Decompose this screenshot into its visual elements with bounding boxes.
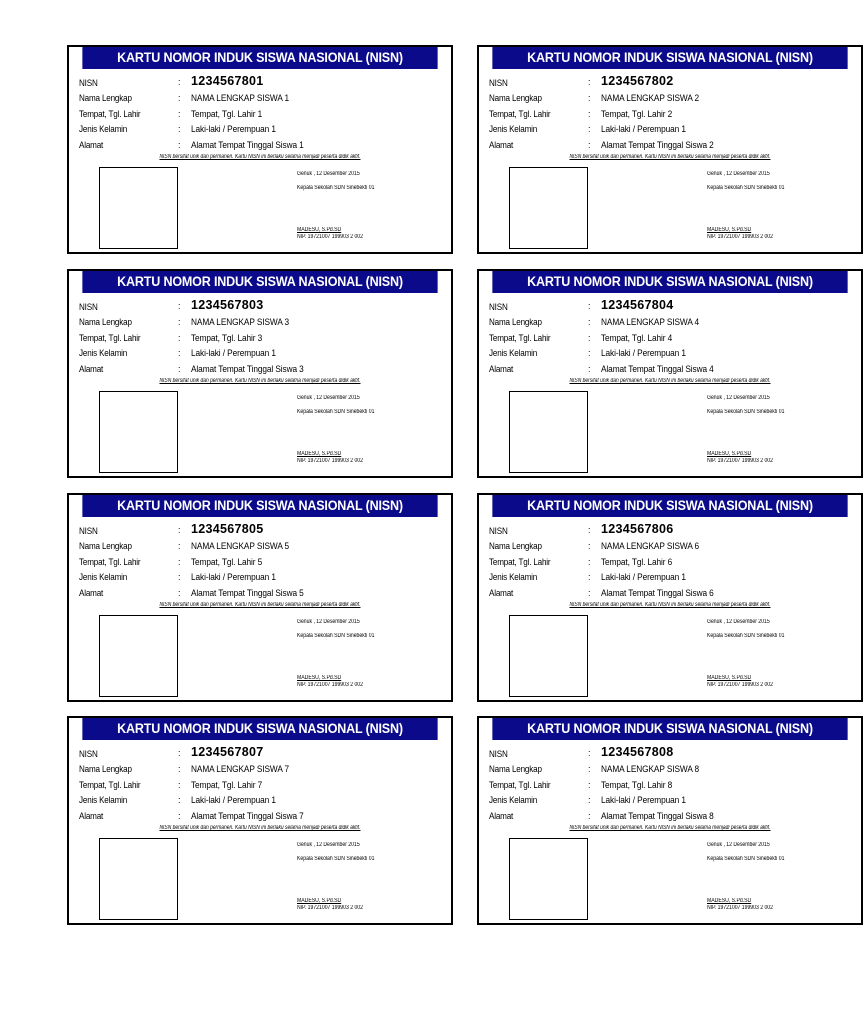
nisn-value: 1234567807 — [191, 745, 264, 759]
signature-name: MADESU, S.Pd.SD — [297, 675, 342, 681]
field-label: Nama Lengkap — [79, 764, 132, 775]
field-colon: : — [178, 93, 181, 104]
signature-place-date: Genuk , 12 Desember 2015 — [707, 619, 770, 625]
field-colon: : — [588, 348, 591, 359]
field-colon: : — [178, 748, 181, 758]
nisn-value: 1234567802 — [601, 74, 674, 88]
field-label: Tempat, Tgl. Lahir — [489, 108, 551, 119]
field-label: NISN — [489, 78, 508, 88]
photo-box — [509, 167, 588, 249]
card-title: KARTU NOMOR INDUK SISWA NASIONAL (NISN) — [492, 47, 847, 69]
field-colon: : — [178, 795, 181, 806]
field-nisn — [489, 747, 857, 762]
field-colon: : — [588, 301, 591, 311]
field-alamat — [489, 362, 857, 377]
nisn-value: 1234567806 — [601, 522, 674, 536]
field-colon: : — [588, 795, 591, 806]
signature-name: MADESU, S.Pd.SD — [297, 898, 342, 904]
field-colon: : — [588, 317, 591, 328]
field-colon: : — [588, 108, 591, 119]
field-label: NISN — [489, 526, 508, 536]
field-nisn — [79, 300, 447, 315]
field-nama — [79, 91, 447, 106]
alamat-value: Alamat Tempat Tinggal Siswa 4 — [601, 363, 714, 374]
nama-value: NAMA LENGKAP SISWA 2 — [601, 93, 700, 104]
field-label: Alamat — [79, 587, 104, 598]
field-colon: : — [178, 332, 181, 343]
signature-role: Kepala Sekolah SDN Sinebekti 01 — [707, 856, 785, 862]
validity-note: NISN bersifat unik dan permanen. Kartu NISN ini berlaku selama menjadi peserta didik aktif. — [159, 378, 361, 384]
field-colon: : — [588, 556, 591, 567]
nama-value: NAMA LENGKAP SISWA 6 — [601, 541, 700, 552]
nama-value: NAMA LENGKAP SISWA 5 — [191, 541, 290, 552]
field-label: Jenis Kelamin — [489, 124, 538, 135]
field-ttl — [79, 331, 447, 346]
validity-note: NISN bersifat unik dan permanen. Kartu NISN ini berlaku selama menjadi peserta didik aktif. — [569, 602, 771, 608]
signature-role: Kepala Sekolah SDN Sinebekti 01 — [297, 856, 375, 862]
signature-place-date: Genuk , 12 Desember 2015 — [707, 842, 770, 848]
ttl-value: Tempat, Tgl. Lahir 7 — [191, 779, 263, 790]
card-fields — [489, 76, 857, 153]
signature-nip: NIP. 19721007 199903 2 002 — [707, 458, 773, 464]
nama-value: NAMA LENGKAP SISWA 3 — [191, 317, 290, 328]
field-ttl — [79, 107, 447, 122]
field-nisn — [489, 300, 857, 315]
field-colon: : — [178, 764, 181, 775]
card-title: KARTU NOMOR INDUK SISWA NASIONAL (NISN) — [82, 718, 437, 740]
field-label: Alamat — [79, 139, 104, 150]
field-colon: : — [178, 317, 181, 328]
field-label: Tempat, Tgl. Lahir — [79, 332, 141, 343]
field-colon: : — [178, 301, 181, 311]
jk-value: Laki-laki / Perempuan 1 — [191, 795, 276, 806]
field-label: Alamat — [489, 363, 514, 374]
nama-value: NAMA LENGKAP SISWA 7 — [191, 764, 290, 775]
field-ttl — [489, 778, 857, 793]
validity-note: NISN bersifat unik dan permanen. Kartu NISN ini berlaku selama menjadi peserta didik aktif. — [569, 154, 771, 160]
field-label: Nama Lengkap — [489, 541, 542, 552]
nama-value: NAMA LENGKAP SISWA 1 — [191, 93, 290, 104]
field-nisn — [489, 524, 857, 539]
signature-role: Kepala Sekolah SDN Sinebekti 01 — [707, 409, 785, 415]
card-fields — [489, 300, 857, 377]
field-label: Jenis Kelamin — [79, 124, 128, 135]
ttl-value: Tempat, Tgl. Lahir 8 — [601, 779, 673, 790]
field-label: Tempat, Tgl. Lahir — [79, 556, 141, 567]
field-alamat — [79, 809, 447, 824]
field-alamat — [489, 586, 857, 601]
card-title: KARTU NOMOR INDUK SISWA NASIONAL (NISN) — [82, 271, 437, 293]
field-label: Alamat — [489, 810, 514, 821]
alamat-value: Alamat Tempat Tinggal Siswa 1 — [191, 139, 304, 150]
signature-name: MADESU, S.Pd.SD — [707, 898, 752, 904]
field-nama — [79, 539, 447, 554]
alamat-value: Alamat Tempat Tinggal Siswa 6 — [601, 587, 714, 598]
field-alamat — [489, 138, 857, 153]
nisn-value: 1234567808 — [601, 745, 674, 759]
field-label: Jenis Kelamin — [79, 348, 128, 359]
field-label: Nama Lengkap — [489, 93, 542, 104]
field-jk — [489, 346, 857, 361]
field-colon: : — [178, 348, 181, 359]
card-title: KARTU NOMOR INDUK SISWA NASIONAL (NISN) — [492, 271, 847, 293]
signature-place-date: Genuk , 12 Desember 2015 — [297, 842, 360, 848]
signature-nip: NIP. 19721007 199903 2 002 — [707, 234, 773, 240]
validity-note: NISN bersifat unik dan permanen. Kartu NISN ini berlaku selama menjadi peserta didik aktif. — [569, 825, 771, 831]
field-label: NISN — [79, 78, 98, 88]
signature-role: Kepala Sekolah SDN Sinebekti 01 — [707, 633, 785, 639]
card-fields — [489, 747, 857, 824]
signature-nip: NIP. 19721007 199903 2 002 — [297, 682, 363, 688]
field-alamat — [79, 586, 447, 601]
card-title: KARTU NOMOR INDUK SISWA NASIONAL (NISN) — [492, 495, 847, 517]
nisn-card — [67, 45, 453, 254]
signature-name: MADESU, S.Pd.SD — [707, 675, 752, 681]
photo-box — [509, 615, 588, 697]
signature-nip: NIP. 19721007 199903 2 002 — [707, 682, 773, 688]
card-fields — [79, 76, 447, 153]
jk-value: Laki-laki / Perempuan 1 — [601, 124, 686, 135]
signature-place-date: Genuk , 12 Desember 2015 — [707, 171, 770, 177]
signature-name: MADESU, S.Pd.SD — [297, 227, 342, 233]
nisn-card — [477, 493, 863, 702]
nisn-card — [477, 716, 863, 925]
field-nisn — [489, 76, 857, 91]
signature-name: MADESU, S.Pd.SD — [707, 451, 752, 457]
ttl-value: Tempat, Tgl. Lahir 2 — [601, 108, 673, 119]
ttl-value: Tempat, Tgl. Lahir 3 — [191, 332, 263, 343]
field-label: Alamat — [489, 587, 514, 598]
field-label: Nama Lengkap — [79, 317, 132, 328]
nisn-value: 1234567801 — [191, 74, 264, 88]
validity-note: NISN bersifat unik dan permanen. Kartu NISN ini berlaku selama menjadi peserta didik aktif. — [569, 378, 771, 384]
validity-note: NISN bersifat unik dan permanen. Kartu NISN ini berlaku selama menjadi peserta didik aktif. — [159, 825, 361, 831]
signature-role: Kepala Sekolah SDN Sinebekti 01 — [297, 633, 375, 639]
field-jk — [79, 570, 447, 585]
photo-box — [509, 838, 588, 920]
alamat-value: Alamat Tempat Tinggal Siswa 8 — [601, 810, 714, 821]
jk-value: Laki-laki / Perempuan 1 — [191, 124, 276, 135]
card-fields — [79, 747, 447, 824]
nisn-value: 1234567804 — [601, 298, 674, 312]
field-label: Jenis Kelamin — [79, 572, 128, 583]
field-nisn — [79, 524, 447, 539]
field-colon: : — [588, 525, 591, 535]
field-colon: : — [178, 139, 181, 150]
card-title: KARTU NOMOR INDUK SISWA NASIONAL (NISN) — [82, 495, 437, 517]
field-colon: : — [178, 77, 181, 87]
field-colon: : — [178, 779, 181, 790]
field-nisn — [79, 76, 447, 91]
field-colon: : — [588, 139, 591, 150]
signature-place-date: Genuk , 12 Desember 2015 — [297, 395, 360, 401]
field-colon: : — [588, 363, 591, 374]
signature-name: MADESU, S.Pd.SD — [707, 227, 752, 233]
field-ttl — [489, 331, 857, 346]
card-fields — [489, 524, 857, 601]
nama-value: NAMA LENGKAP SISWA 4 — [601, 317, 700, 328]
field-nama — [489, 91, 857, 106]
field-jk — [79, 122, 447, 137]
photo-box — [99, 391, 178, 473]
field-colon: : — [178, 810, 181, 821]
signature-nip: NIP. 19721007 199903 2 002 — [297, 458, 363, 464]
field-label: Alamat — [489, 139, 514, 150]
field-label: NISN — [79, 302, 98, 312]
field-colon: : — [588, 587, 591, 598]
jk-value: Laki-laki / Perempuan 1 — [601, 795, 686, 806]
signature-role: Kepala Sekolah SDN Sinebekti 01 — [297, 185, 375, 191]
field-alamat — [489, 809, 857, 824]
nisn-card — [477, 45, 863, 254]
signature-nip: NIP. 19721007 199903 2 002 — [707, 905, 773, 911]
field-colon: : — [588, 764, 591, 775]
alamat-value: Alamat Tempat Tinggal Siswa 7 — [191, 810, 304, 821]
field-jk — [79, 346, 447, 361]
signature-nip: NIP. 19721007 199903 2 002 — [297, 905, 363, 911]
field-nama — [489, 762, 857, 777]
field-ttl — [79, 555, 447, 570]
field-label: Jenis Kelamin — [489, 795, 538, 806]
alamat-value: Alamat Tempat Tinggal Siswa 5 — [191, 587, 304, 598]
field-label: Jenis Kelamin — [489, 348, 538, 359]
field-colon: : — [588, 748, 591, 758]
field-colon: : — [588, 93, 591, 104]
field-label: NISN — [489, 302, 508, 312]
ttl-value: Tempat, Tgl. Lahir 1 — [191, 108, 263, 119]
field-ttl — [489, 555, 857, 570]
ttl-value: Tempat, Tgl. Lahir 5 — [191, 556, 263, 567]
field-jk — [489, 122, 857, 137]
signature-name: MADESU, S.Pd.SD — [297, 451, 342, 457]
jk-value: Laki-laki / Perempuan 1 — [601, 572, 686, 583]
field-colon: : — [588, 572, 591, 583]
field-jk — [489, 793, 857, 808]
field-colon: : — [588, 77, 591, 87]
field-colon: : — [178, 363, 181, 374]
field-label: Tempat, Tgl. Lahir — [489, 332, 551, 343]
nisn-card — [477, 269, 863, 478]
signature-role: Kepala Sekolah SDN Sinebekti 01 — [707, 185, 785, 191]
card-fields — [79, 300, 447, 377]
nisn-card — [67, 269, 453, 478]
field-label: Nama Lengkap — [489, 317, 542, 328]
nisn-value: 1234567805 — [191, 522, 264, 536]
field-label: Tempat, Tgl. Lahir — [489, 556, 551, 567]
field-colon: : — [588, 541, 591, 552]
field-alamat — [79, 362, 447, 377]
field-label: Tempat, Tgl. Lahir — [489, 779, 551, 790]
field-ttl — [489, 107, 857, 122]
field-jk — [489, 570, 857, 585]
field-label: Alamat — [79, 363, 104, 374]
field-label: Jenis Kelamin — [489, 572, 538, 583]
photo-box — [509, 391, 588, 473]
field-colon: : — [178, 572, 181, 583]
photo-box — [99, 615, 178, 697]
field-colon: : — [178, 587, 181, 598]
field-colon: : — [178, 108, 181, 119]
jk-value: Laki-laki / Perempuan 1 — [191, 348, 276, 359]
field-label: Nama Lengkap — [79, 541, 132, 552]
field-colon: : — [178, 541, 181, 552]
field-colon: : — [178, 556, 181, 567]
alamat-value: Alamat Tempat Tinggal Siswa 2 — [601, 139, 714, 150]
card-title: KARTU NOMOR INDUK SISWA NASIONAL (NISN) — [82, 47, 437, 69]
signature-nip: NIP. 19721007 199903 2 002 — [297, 234, 363, 240]
field-colon: : — [178, 525, 181, 535]
field-colon: : — [588, 779, 591, 790]
field-nama — [489, 539, 857, 554]
field-nama — [79, 762, 447, 777]
nama-value: NAMA LENGKAP SISWA 8 — [601, 764, 700, 775]
card-fields — [79, 524, 447, 601]
field-label: Tempat, Tgl. Lahir — [79, 108, 141, 119]
signature-role: Kepala Sekolah SDN Sinebekti 01 — [297, 409, 375, 415]
field-label: Nama Lengkap — [489, 764, 542, 775]
signature-place-date: Genuk , 12 Desember 2015 — [707, 395, 770, 401]
jk-value: Laki-laki / Perempuan 1 — [601, 348, 686, 359]
alamat-value: Alamat Tempat Tinggal Siswa 3 — [191, 363, 304, 374]
ttl-value: Tempat, Tgl. Lahir 4 — [601, 332, 673, 343]
field-label: NISN — [79, 526, 98, 536]
field-label: NISN — [79, 749, 98, 759]
field-label: Alamat — [79, 810, 104, 821]
validity-note: NISN bersifat unik dan permanen. Kartu NISN ini berlaku selama menjadi peserta didik aktif. — [159, 154, 361, 160]
field-nama — [489, 315, 857, 330]
field-label: Nama Lengkap — [79, 93, 132, 104]
field-nama — [79, 315, 447, 330]
card-title: KARTU NOMOR INDUK SISWA NASIONAL (NISN) — [492, 718, 847, 740]
field-colon: : — [588, 332, 591, 343]
field-label: Jenis Kelamin — [79, 795, 128, 806]
field-colon: : — [178, 124, 181, 135]
field-nisn — [79, 747, 447, 762]
field-label: Tempat, Tgl. Lahir — [79, 779, 141, 790]
field-colon: : — [588, 124, 591, 135]
photo-box — [99, 167, 178, 249]
field-ttl — [79, 778, 447, 793]
field-label: NISN — [489, 749, 508, 759]
jk-value: Laki-laki / Perempuan 1 — [191, 572, 276, 583]
signature-place-date: Genuk , 12 Desember 2015 — [297, 171, 360, 177]
validity-note: NISN bersifat unik dan permanen. Kartu NISN ini berlaku selama menjadi peserta didik aktif. — [159, 602, 361, 608]
nisn-card — [67, 493, 453, 702]
nisn-card — [67, 716, 453, 925]
photo-box — [99, 838, 178, 920]
field-jk — [79, 793, 447, 808]
ttl-value: Tempat, Tgl. Lahir 6 — [601, 556, 673, 567]
nisn-value: 1234567803 — [191, 298, 264, 312]
signature-place-date: Genuk , 12 Desember 2015 — [297, 619, 360, 625]
field-colon: : — [588, 810, 591, 821]
field-alamat — [79, 138, 447, 153]
